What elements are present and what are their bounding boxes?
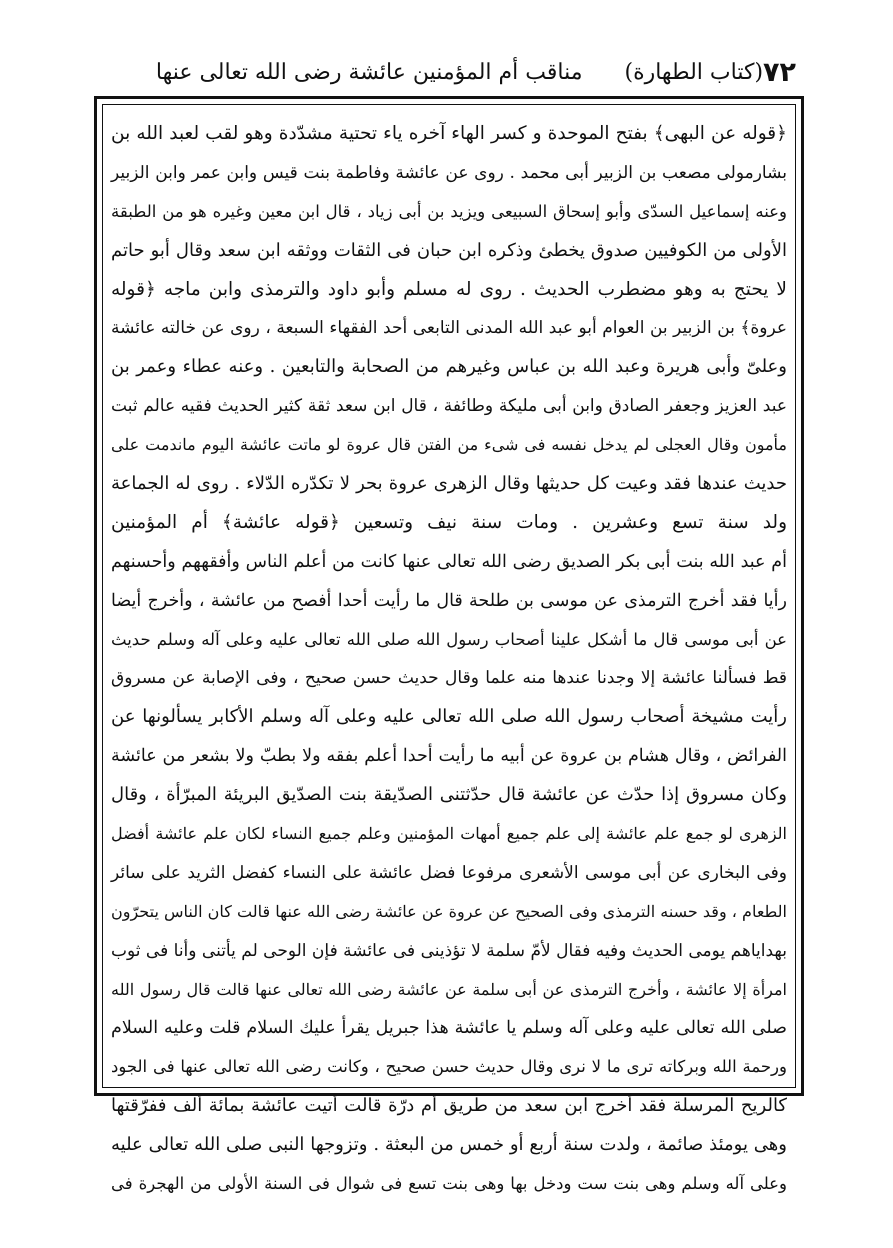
text-line: وعلى آله وسلم وهى بنت ست ودخل بها وهى بنت تسع فى شوال فى السنة الأولى من الهجرة فى [111, 1174, 787, 1194]
text-line: الطعام ، وقد حسنه الترمذى وفى الصحيح عن عروة عن عائشة رضى الله عنها قالت كان الناس يتحرّون [111, 901, 787, 921]
text-line: لا يحتج به وهو مضطرب الحديث . روى له مسلم وأبو داود والترمذى وابن ماجه ﴿قوله [111, 278, 787, 300]
text-line: رأيا فقد أخرج الترمذى عن موسى بن طلحة قال ما رأيت أحدا أفصح من عائشة ، وأخرج أيضا [111, 590, 787, 611]
text-line: صلى الله تعالى عليه وعلى آله وسلم يا عائشة هذا جبريل يقرأ عليك السلام قلت وعليه السلام [111, 1018, 787, 1039]
text-line: الزهرى لو جمع علم عائشة إلى علم جميع أمهات المؤمنين وعلم جميع النساء لكان علم عائشة أفضل [111, 824, 787, 844]
text-line: الأولى من الكوفيين صدوق يخطئ وذكره ابن حبان فى الثقات ووثقه ابن سعد وقال أبو حاتم [111, 239, 787, 261]
book-title: (كتاب الطهارة) [624, 59, 764, 85]
running-title [156, 60, 763, 85]
text-line: كالريح المرسلة فقد أخرج ابن سعد من طريق أم درّة قالت أتيت عائشة بمائة ألف ففرّقتها [111, 1095, 787, 1117]
text-line: حديث عندها فقد وعيت كل حديثها وقال الزهرى عروة بحر لا تكدّره الدّلاء . روى له الجماعة [111, 473, 787, 495]
text-line: أم عبد الله بنت أبى بكر الصديق رضى الله تعالى عنها كانت من أعلم الناس وأفقههم وأحسنهم [111, 551, 787, 572]
text-line: قط فسألنا عائشة إلا وجدنا عندها منه علما وقال حديث حسن صحيح ، وفى الإصابة عن مسروق [111, 668, 787, 689]
text-line: ولد سنة تسع وعشرين . ومات سنة نيف وتسعين ﴿قوله عائشة﴾ أم المؤمنين [111, 511, 787, 533]
text-line: ورحمة الله وبركاته ترى ما لا نرى وقال حديث حسن صحيح ، وكانت رضى الله تعالى عنها فى الجود [111, 1057, 787, 1077]
text-line: بهداياهم يومى الحديث وفيه فقال لأمّ سلمة لا تؤذينى فى عائشة فإن الوحى لم يأتنى وأنا فى ثوب [111, 940, 787, 961]
text-line: وفى البخارى عن أبى موسى الأشعرى مرفوعا فضل عائشة على النساء كفضل الثريد على سائر [111, 862, 787, 883]
text-line: ﴿قوله عن البهى﴾ بفتح الموحدة و كسر الهاء آخره ياء تحتية مشدّدة وهو لقب لعبد الله بن [111, 123, 787, 144]
text-line: وعلىّ وأبى هريرة وعبد الله بن عباس وغيرهم من الصحابة والتابعين . وعنه عطاء وعمر بن [111, 356, 787, 378]
text-line: امرأة إلا عائشة ، وأخرج الترمذى عن أبى سلمة عن عائشة رضى الله تعالى عنها قالت قال رسول الله [111, 979, 787, 999]
text-line: مأمون وقال العجلى لم يدخل نفسه فى شىء من الفتن قال عروة لو ماتت عائشة اليوم ماندمت على [111, 435, 787, 455]
text-line: وعنه إسماعيل السدّى وأبو إسحاق السبيعى ويزيد بن أبى زياد ، قال ابن معين وغيره هو من الطبقة [111, 201, 787, 221]
text-line: رأيت مشيخة أصحاب رسول الله صلى الله تعالى عليه وعلى آله وسلم الأكابر يسألونها عن [111, 706, 787, 728]
text-line: عبد العزيز وجعفر الصادق وابن أبى مليكة وطائفة ، قال ابن سعد ثقة كثير الحديث فقيه عالم ثبت [111, 396, 787, 417]
chapter-title: مناقب أم المؤمنين عائشة رضى الله تعالى عنها [155, 59, 583, 85]
page-header [155, 50, 796, 94]
text-body [111, 115, 787, 1194]
page-number: ٧٢ [763, 56, 796, 88]
text-line: بشارمولى مصعب بن الزبير أبى محمد . روى عن عائشة وفاطمة بنت قيس وابن عمر وابن الزبير [111, 162, 787, 183]
text-line: وكان مسروق إذا حدّث عن عائشة قال حدّثتنى الصدّيقة بنت الصدّيق البريئة المبرّأة ، وقال [111, 784, 787, 806]
text-line: الفرائض ، وقال هشام بن عروة عن أبيه ما رأيت أحدا أعلم بفقه ولا بطبّ ولا بشعر من عائشة [111, 746, 787, 767]
text-line: وهى يومئذ صائمة ، ولدت سنة أربع أو خمس من البعثة . وتزوجها النبى صلى الله تعالى عليه [111, 1134, 787, 1156]
text-frame [94, 96, 804, 1194]
text-line: عروة﴾ بن الزبير بن العوام أبو عبد الله المدنى التابعى أحد الفقهاء السبعة ، روى عن خالته عائشة [111, 318, 787, 339]
text-line: عن أبى موسى قال ما أشكل علينا أصحاب رسول الله صلى الله تعالى عليه وعلى آله وسلم حديث [111, 629, 787, 649]
